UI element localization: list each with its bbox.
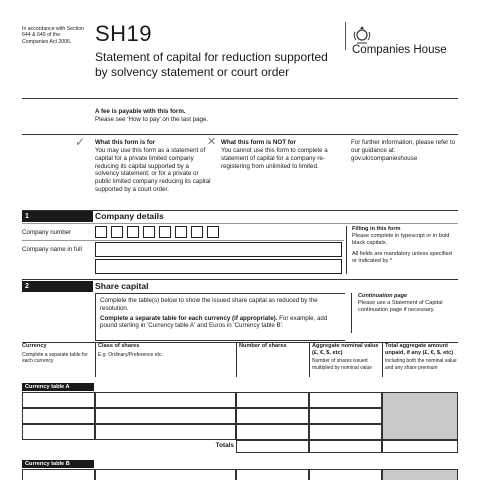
digit-box[interactable]: [111, 226, 123, 238]
table-cell[interactable]: [309, 408, 382, 424]
form-for-title: What this form is for: [95, 139, 156, 146]
form-not-for-block: [221, 139, 339, 170]
table-cell[interactable]: [95, 408, 236, 424]
section1-title: Company details: [95, 211, 164, 221]
section1-subrule: [22, 223, 458, 224]
form-title: Statement of capital for reduction supported by solvency statement or court order: [95, 50, 328, 79]
company-name-label: Company name in full: [22, 246, 82, 253]
table-cell[interactable]: [236, 392, 309, 408]
company-number-input[interactable]: [95, 226, 219, 238]
instruction-2-rest: For example, add pound sterling in 'Currency table A' and Euros in 'Currency table B'.: [100, 314, 328, 330]
form-code: SH19: [95, 21, 153, 46]
filling-note-body2: All fields are mandatory unless specified or indicated by *: [352, 251, 452, 264]
totals-number-cell[interactable]: [236, 440, 309, 453]
totals-unpaid-cell[interactable]: [382, 440, 458, 453]
digit-box[interactable]: [207, 226, 219, 238]
instruction-1: Complete the table(s) below to show the issued share capital as reduced by the resolution.: [100, 297, 318, 312]
legal-note: In accordance with Section 644 & 649 of the Companies Act 2006.: [22, 26, 84, 45]
totals-label: Totals: [215, 442, 234, 449]
table-cell[interactable]: [95, 424, 236, 440]
th-currency: [22, 343, 94, 377]
currency-table-b: [22, 469, 458, 480]
filling-note: [346, 226, 458, 274]
filling-note-body: Please complete in typescript or in bold black capitals.: [352, 233, 450, 246]
row-rule: [22, 240, 344, 241]
fee-subtitle: Please see 'How to pay' on the last page.: [95, 116, 209, 123]
table-cell[interactable]: [22, 408, 95, 424]
instruction-2-bold: Complete a separate table for each currency (if appropriate).: [100, 314, 278, 322]
digit-box[interactable]: [175, 226, 187, 238]
currency-table-a-label: Currency table A: [22, 383, 94, 391]
header-rule: [22, 98, 458, 99]
continuation-title: Continuation page: [358, 293, 408, 299]
form-for-body: You may use this form as a statement of capital for a private limited company reducing its capital supported by a solvency statement; or for a private or public limited company reducing its capital supported by a court order.: [95, 147, 211, 193]
section1-number: 1: [22, 211, 93, 222]
header-divider: [345, 22, 346, 50]
filling-note-title: Filling in this form: [352, 226, 401, 232]
company-name-input-line2[interactable]: [95, 259, 342, 274]
table-cell[interactable]: [309, 392, 382, 408]
org-name: Companies House: [352, 44, 447, 56]
info-rule: [22, 134, 458, 135]
th-nominal-sub: Number of shares issued multiplied by nominal value: [312, 358, 373, 371]
th-class-title: Class of shares: [98, 343, 140, 349]
company-number-label: Company number: [22, 229, 72, 236]
further-info: For further information, please refer to our guidance at: gov.uk/companieshouse: [351, 139, 456, 162]
cross-icon: ✕: [207, 136, 217, 148]
table-cell[interactable]: [22, 392, 95, 408]
th-nominal-title: Aggregate nominal value (£, €, $, etc): [312, 343, 379, 356]
fee-title: A fee is payable with this form.: [95, 108, 186, 115]
th-unpaid-title: Total aggregate amount unpaid, if any (£, €, $, etc): [385, 343, 454, 356]
section2-rule: [22, 279, 458, 280]
currency-table-b-label: Currency table B: [22, 460, 94, 468]
th-unpaid: [382, 343, 458, 377]
check-icon: ✓: [75, 135, 86, 149]
th-currency-title: Currency: [22, 343, 47, 349]
digit-box[interactable]: [127, 226, 139, 238]
shaded-cell: [382, 469, 458, 480]
th-currency-sub: Complete a separate table for each currency: [22, 351, 88, 364]
table-cell[interactable]: [309, 469, 382, 480]
table-cell[interactable]: [236, 424, 309, 440]
table-cell[interactable]: [22, 424, 95, 440]
form-for-block: [95, 139, 213, 194]
continuation-body: Please use a Statement of Capital continuation page if necessary.: [358, 300, 443, 313]
th-number: [236, 343, 308, 377]
table-cell[interactable]: [236, 408, 309, 424]
digit-box[interactable]: [159, 226, 171, 238]
th-class-sub: E.g. Ordinary/Preference etc.: [98, 351, 163, 358]
section2-number: 2: [22, 281, 93, 292]
share-capital-instructions: [95, 293, 345, 341]
digit-box[interactable]: [143, 226, 155, 238]
form-not-for-title: What this form is NOT for: [221, 139, 296, 146]
shaded-cell: [382, 392, 458, 440]
table-cell[interactable]: [22, 469, 95, 480]
currency-table-a: [22, 392, 458, 440]
table-top-rule: [22, 342, 458, 343]
totals-nominal-cell[interactable]: [309, 440, 382, 453]
th-unpaid-sub: Including both the nominal value and any share premium: [385, 358, 457, 371]
table-cell[interactable]: [309, 424, 382, 440]
table-cell[interactable]: [95, 469, 236, 480]
table-cell[interactable]: [236, 469, 309, 480]
digit-box[interactable]: [191, 226, 203, 238]
th-class: [95, 343, 235, 377]
section2-title: Share capital: [95, 281, 149, 291]
company-name-input[interactable]: [95, 242, 342, 257]
th-nominal: [309, 343, 381, 377]
th-number-title: Number of shares: [239, 343, 287, 349]
digit-box[interactable]: [95, 226, 107, 238]
form-not-for-body: You cannot use this form to complete a statement of capital for a company re-registering from unlimited to limited.: [221, 147, 328, 170]
table-cell[interactable]: [95, 392, 236, 408]
continuation-note: [351, 293, 459, 333]
